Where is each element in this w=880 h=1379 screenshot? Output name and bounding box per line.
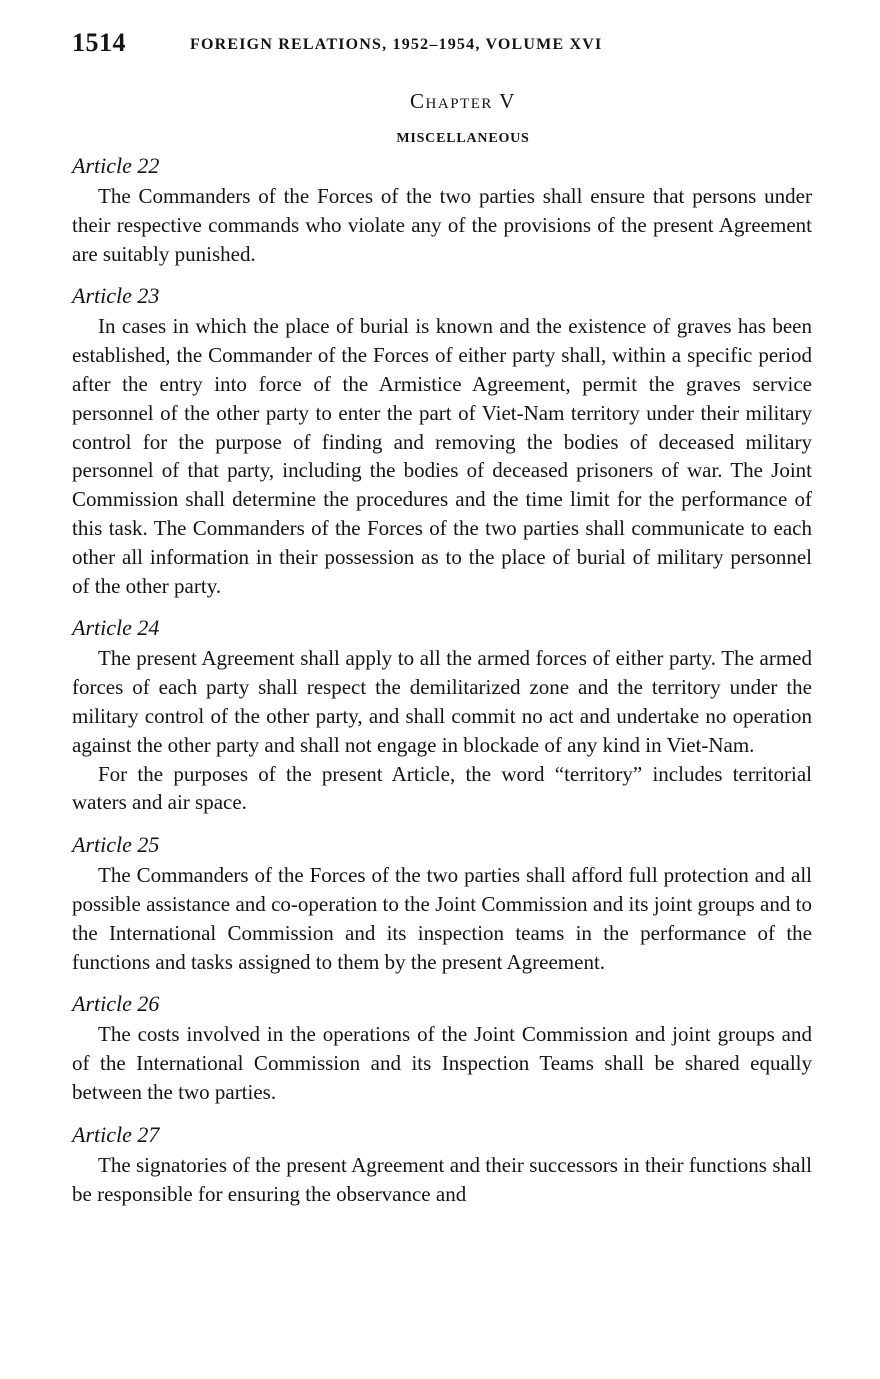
article-heading: Article 26 <box>72 991 160 1017</box>
article-paragraph: The Commanders of the Forces of the two parties shall afford full protection and all possible assistance and co-operation to the Joint Commission and its joint groups and to the International Commission and its inspection teams in the performance of the functions and tasks assigned to them by the present Agreement. <box>72 863 812 974</box>
article-24 <box>72 614 812 817</box>
section-title: MISCELLANEOUS <box>396 131 530 146</box>
article-heading: Article 23 <box>72 283 160 309</box>
article-heading: Article 25 <box>72 832 160 858</box>
article-25 <box>72 831 812 976</box>
article-heading: Article 27 <box>72 1121 160 1147</box>
article-paragraph: For the purposes of the present Article, the word “territory” includes territorial waters and air space. <box>72 761 812 815</box>
article-paragraph: The Commanders of the Forces of the two parties shall ensure that persons under their respective commands who violate any of the provisions of the present Agreement are suitably punished. <box>72 184 812 266</box>
article-heading: Article 22 <box>72 153 160 178</box>
chapter-title: Chapter V <box>410 89 516 113</box>
running-header <box>72 28 812 68</box>
article-27 <box>72 1121 812 1209</box>
article-22 <box>72 152 812 268</box>
running-title: FOREIGN RELATIONS, 1952–1954, VOLUME XVI <box>190 36 603 53</box>
page-number: 1514 <box>72 28 126 57</box>
article-heading: Article 24 <box>72 615 160 641</box>
article-paragraph: In cases in which the place of burial is known and the existence of graves has been established, the Commander of the Forces of either party shall, within a specific period after the entry into force of the Armistice Agreement, permit the graves service personnel of the other party to enter the part of Viet-Nam territory under their military control for the purpose of finding and removing the bodies of deceased military personnel of that party, including the bodies of deceased prisoners of war. The Joint Commission shall determine the procedures and the time limit for the performance of this task. The Commanders of the Forces of the two parties shall communicate to each other all information in their possession as to the place of burial of military personnel of the other party. <box>72 314 812 598</box>
article-paragraph: The signatories of the present Agreement and their successors in their functions shall be responsible for ensuring the observance and <box>72 1152 812 1206</box>
document-page <box>72 28 812 1208</box>
article-paragraph: The costs involved in the operations of the Joint Commission and joint groups and of the International Commission and its Inspection Teams shall be shared equally between the two parties. <box>72 1022 812 1104</box>
article-paragraph: The present Agreement shall apply to all the armed forces of either party. The armed forces of each party shall respect the demilitarized zone and the territory under the military control of the other party, and shall commit no act and undertake no operation against the other party and shall not engage in blockade of any kind in Viet-Nam. <box>72 646 812 757</box>
article-23 <box>72 282 812 600</box>
article-26 <box>72 990 812 1106</box>
